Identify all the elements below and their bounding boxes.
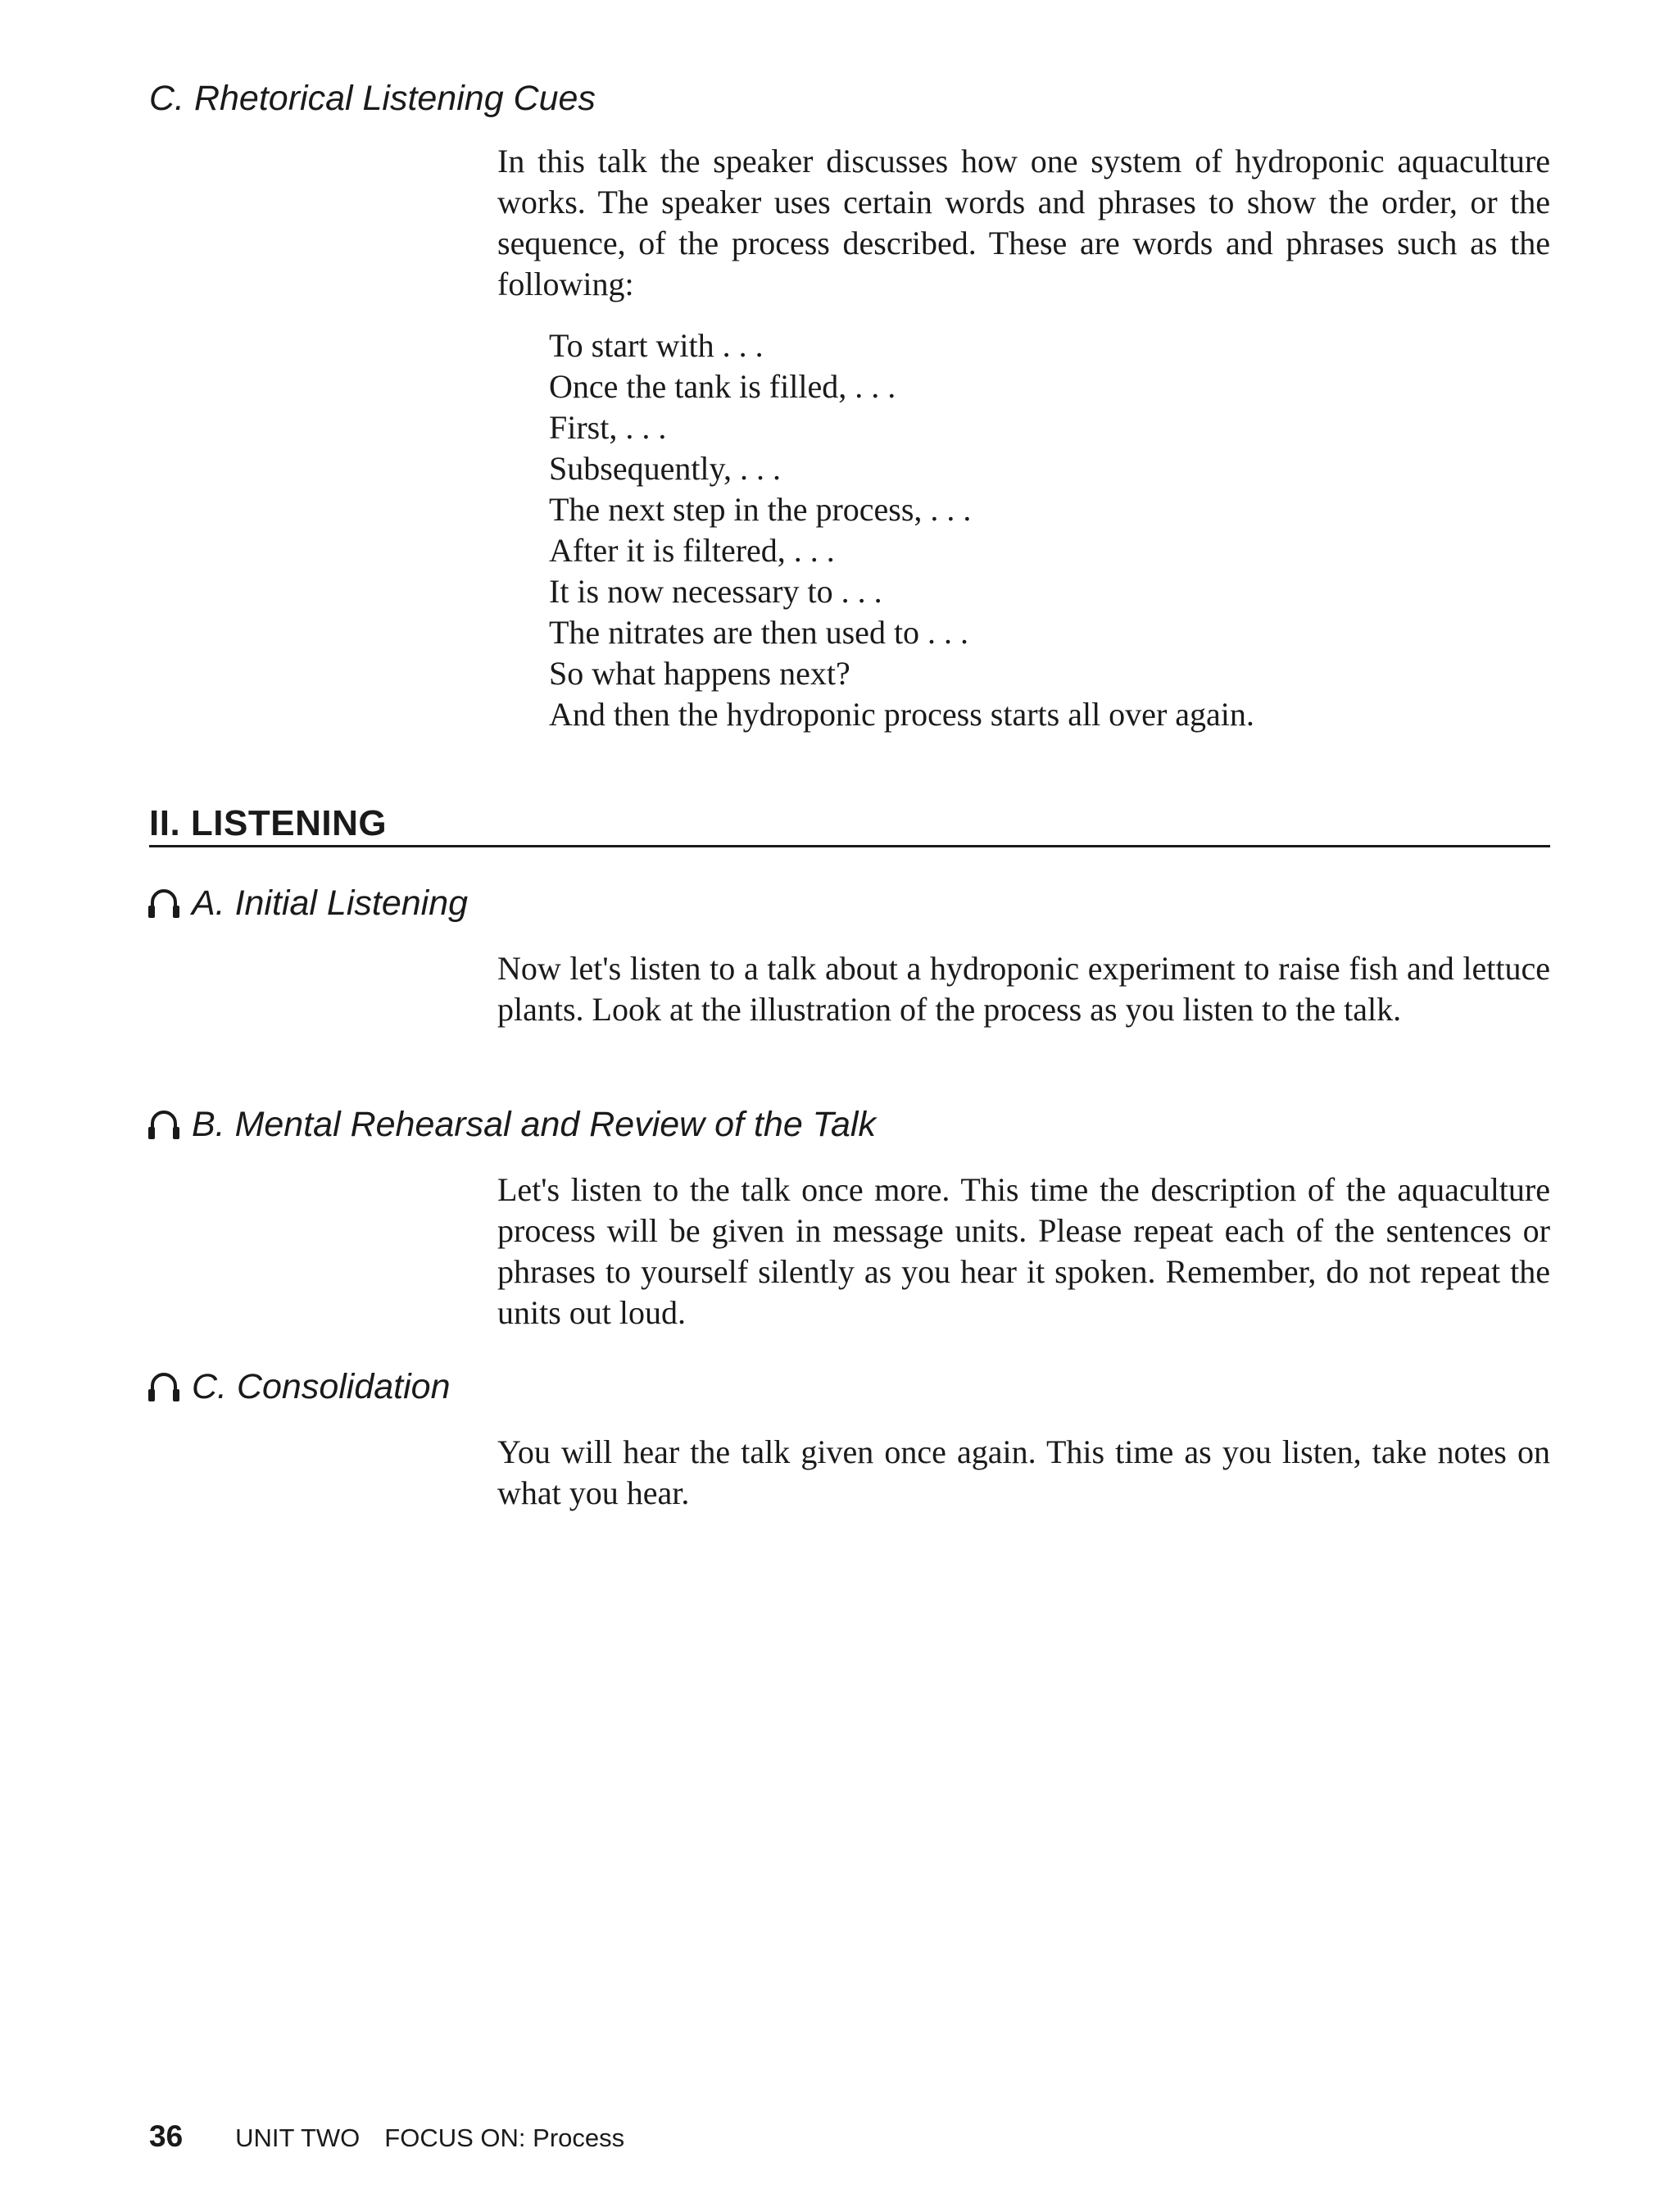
focus-label: FOCUS ON: <box>384 2123 526 2152</box>
section-divider <box>149 845 1550 847</box>
page-footer <box>149 2119 624 2154</box>
initial-listening-heading <box>146 883 468 924</box>
phrase-item: Subsequently, . . . <box>549 450 781 487</box>
unit-label: UNIT TWO <box>235 2123 361 2152</box>
sub-a-title: A. Initial Listening <box>192 883 469 923</box>
phrase-item: It is now necessary to . . . <box>549 573 882 610</box>
sub-b-title: B. Mental Rehearsal and Review of the Talk <box>192 1105 876 1144</box>
headphones-icon <box>146 1107 182 1143</box>
phrase-item: The next step in the process, . . . <box>549 491 972 528</box>
phrase-item: Once the tank is filled, . . . <box>549 368 896 405</box>
phrase-list <box>549 325 1254 735</box>
section-c-heading: C. Rhetorical Listening Cues <box>149 79 596 118</box>
focus-topic: Process <box>533 2123 625 2152</box>
page-number: 36 <box>149 2119 184 2153</box>
phrase-item: And then the hydroponic process starts all over again. <box>549 696 1254 733</box>
phrase-item: First, . . . <box>549 409 667 446</box>
consolidation-text: You will hear the talk given once again. This time as you listen, take notes on what you hear. <box>497 1433 1550 1511</box>
headphones-icon <box>146 886 182 922</box>
intro-paragraph: In this talk the speaker discusses how one system of hydroponic aquaculture works. The speaker uses certain words and phrases to show the order, or the sequence, of the process described. These are words and phrases such as the following: <box>497 143 1550 302</box>
initial-listening-text: Now let's listen to a talk about a hydroponic experiment to raise fish and lettuce plants. Look at the illustration of the process as you listen to the talk. <box>497 950 1550 1028</box>
mental-rehearsal-text: Let's listen to the talk once more. This time the description of the aquaculture process will be given in message units. Please repeat each of the sentences or phrases to yourself silently as you hear it spoken. Remember, do not repeat the units out loud. <box>497 1171 1550 1331</box>
phrase-item: So what happens next? <box>549 655 850 692</box>
phrase-item: After it is filtered, . . . <box>549 532 835 569</box>
sub-c-title: C. Consolidation <box>192 1367 451 1406</box>
headphones-icon <box>146 1369 182 1406</box>
listening-section-heading: II. LISTENING <box>149 803 388 843</box>
phrase-item: To start with . . . <box>549 327 764 364</box>
mental-rehearsal-heading <box>146 1105 876 1145</box>
consolidation-heading <box>146 1367 451 1407</box>
phrase-item: The nitrates are then used to . . . <box>549 614 969 651</box>
